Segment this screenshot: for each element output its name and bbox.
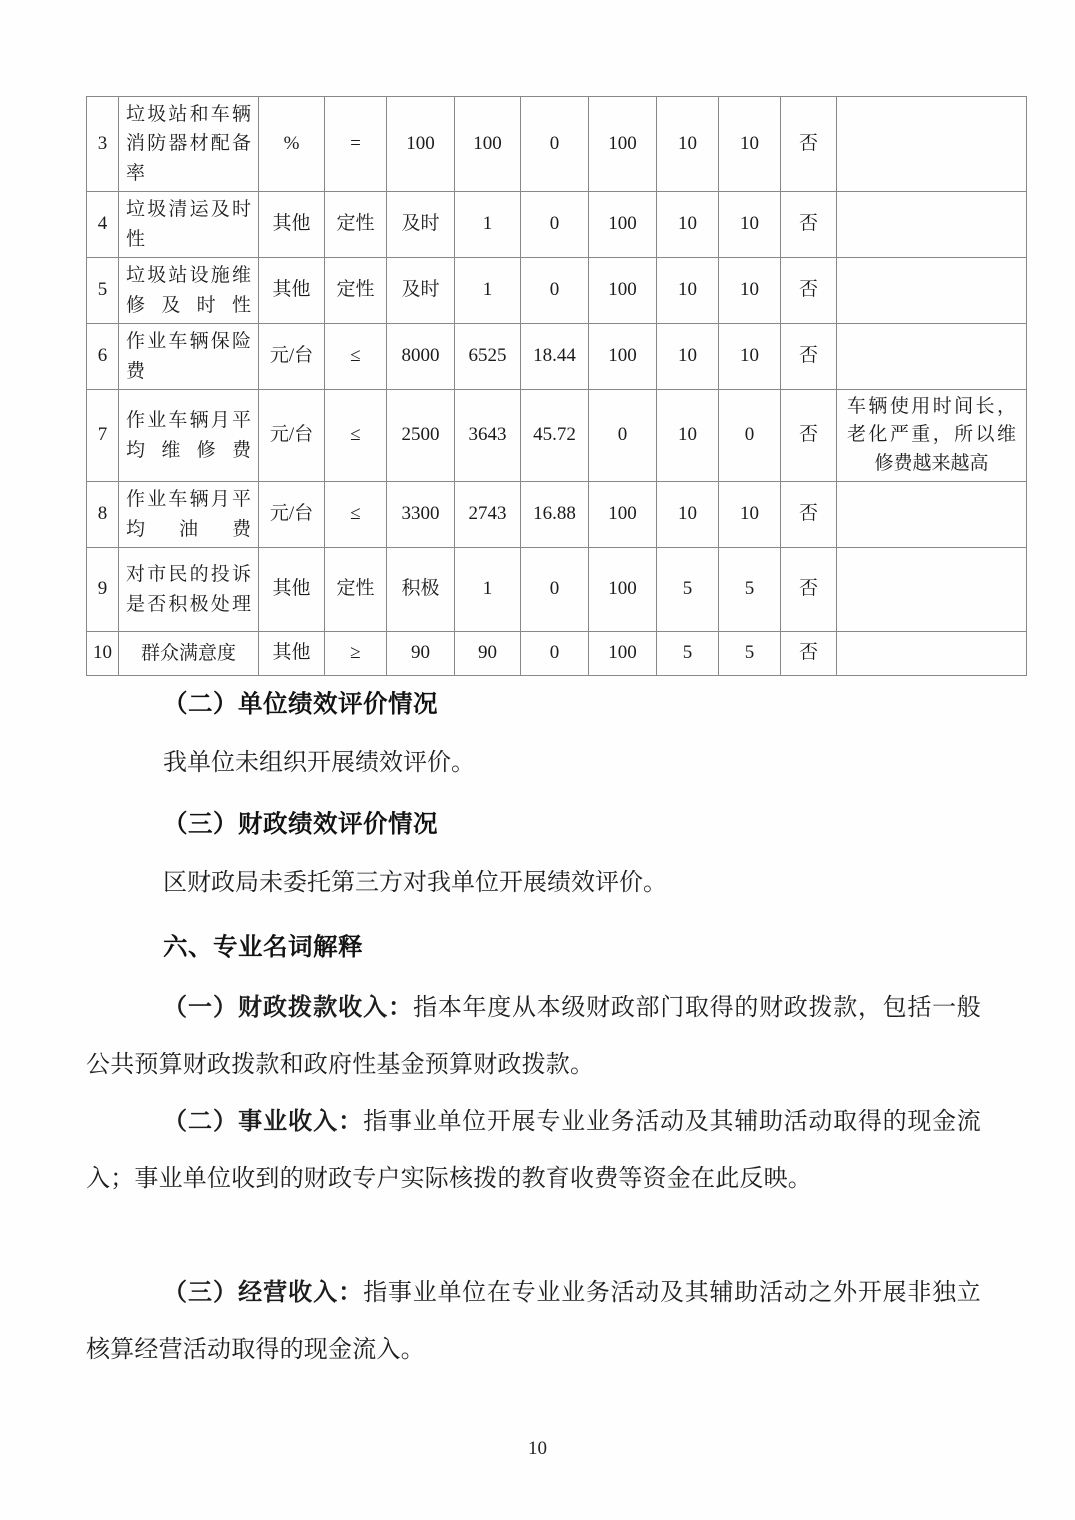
- cell-indicator: [119, 192, 259, 258]
- cell-unit: 其他: [259, 192, 325, 258]
- cell-unit: 其他: [259, 632, 325, 676]
- cell-target: 积极: [387, 548, 455, 632]
- cell-remark: [837, 482, 1027, 548]
- heading-fiscal-performance-evaluation: （三）财政绩效评价情况: [163, 809, 438, 838]
- cell-remark: [837, 192, 1027, 258]
- indicator-name: 作业车辆月平均油费: [126, 489, 251, 540]
- cell-actual: 2743: [455, 482, 521, 548]
- cell-score: 0: [719, 389, 781, 482]
- cell-deviation: 18.44: [521, 324, 589, 390]
- cell-deviation: 0: [521, 192, 589, 258]
- cell-unit: 其他: [259, 548, 325, 632]
- cell-deviation: 45.72: [521, 389, 589, 482]
- cell-actual: 1: [455, 192, 521, 258]
- cell-rate: 100: [589, 97, 657, 192]
- cell-rate: 100: [589, 258, 657, 324]
- page-number: 10: [528, 1438, 547, 1459]
- cell-deviation: 0: [521, 97, 589, 192]
- term-body: 指事业单位开展专业业务活动及其辅助活动取得的现金流入；事业单位收到的财政专户实际核拨的教育收费等资金在此反映。: [86, 1109, 981, 1192]
- table-row: [87, 548, 1027, 632]
- cell-unit: %: [259, 97, 325, 192]
- performance-indicator-table: [86, 96, 1027, 676]
- cell-score: 5: [719, 548, 781, 632]
- table-row: [87, 389, 1027, 482]
- term-body: 指本年度从本级财政部门取得的财政拨款，包括一般公共预算财政拨款和政府性基金预算财政拨款。: [86, 995, 981, 1078]
- cell-symbol: ≥: [325, 632, 387, 676]
- table-row: [87, 632, 1027, 676]
- cell-actual: 6525: [455, 324, 521, 390]
- term-definition-business-income: [86, 1092, 981, 1208]
- cell-target: 100: [387, 97, 455, 192]
- cell-index: 4: [87, 192, 119, 258]
- cell-target: 90: [387, 632, 455, 676]
- cell-indicator: [119, 389, 259, 482]
- cell-remark: [837, 389, 1027, 482]
- cell-indicator: [119, 97, 259, 192]
- cell-indicator: [119, 482, 259, 548]
- cell-adjusted: 否: [781, 97, 837, 192]
- cell-rate: 100: [589, 548, 657, 632]
- cell-symbol: 定性: [325, 548, 387, 632]
- cell-target: 8000: [387, 324, 455, 390]
- indicator-name: 作业车辆保险费: [126, 331, 251, 382]
- cell-rate: 100: [589, 324, 657, 390]
- cell-remark: [837, 97, 1027, 192]
- cell-score: 10: [719, 97, 781, 192]
- paragraph-fiscal-performance-evaluation: 区财政局未委托第三方对我单位开展绩效评价。: [163, 870, 667, 896]
- cell-actual: 90: [455, 632, 521, 676]
- cell-rate: 0: [589, 389, 657, 482]
- cell-score: 10: [719, 482, 781, 548]
- cell-index: 9: [87, 548, 119, 632]
- cell-symbol: =: [325, 97, 387, 192]
- paragraph-unit-performance-evaluation: 我单位未组织开展绩效评价。: [163, 750, 475, 776]
- heading-terminology-section: 六、专业名词解释: [163, 932, 363, 961]
- indicator-name: 垃圾清运及时性: [126, 199, 251, 250]
- cell-index: 7: [87, 389, 119, 482]
- cell-indicator: [119, 632, 259, 676]
- cell-symbol: 定性: [325, 192, 387, 258]
- cell-target: 及时: [387, 192, 455, 258]
- cell-index: 6: [87, 324, 119, 390]
- cell-actual: 100: [455, 97, 521, 192]
- cell-deviation: 16.88: [521, 482, 589, 548]
- cell-unit: 其他: [259, 258, 325, 324]
- indicator-name: 作业车辆月平均维修费: [126, 410, 251, 461]
- cell-target: 3300: [387, 482, 455, 548]
- indicator-name: 群众满意度: [140, 643, 236, 665]
- cell-index: 5: [87, 258, 119, 324]
- cell-symbol: ≤: [325, 482, 387, 548]
- cell-deviation: 0: [521, 548, 589, 632]
- cell-index: 3: [87, 97, 119, 192]
- cell-unit: 元/台: [259, 389, 325, 482]
- table-row: [87, 192, 1027, 258]
- cell-adjusted: 否: [781, 192, 837, 258]
- table-row: [87, 97, 1027, 192]
- cell-weight: 10: [657, 97, 719, 192]
- cell-adjusted: 否: [781, 389, 837, 482]
- cell-symbol: 定性: [325, 258, 387, 324]
- cell-weight: 5: [657, 548, 719, 632]
- cell-remark: [837, 548, 1027, 632]
- term-label: （一）财政拨款收入：: [163, 992, 414, 1021]
- cell-score: 10: [719, 324, 781, 390]
- cell-weight: 10: [657, 258, 719, 324]
- remark-text: 车辆使用时间长，老化严重，所以维修费越来越高: [847, 395, 1016, 474]
- table-row: [87, 482, 1027, 548]
- cell-adjusted: 否: [781, 482, 837, 548]
- table-row: [87, 258, 1027, 324]
- cell-index: 8: [87, 482, 119, 548]
- cell-score: 5: [719, 632, 781, 676]
- cell-rate: 100: [589, 192, 657, 258]
- cell-adjusted: 否: [781, 258, 837, 324]
- indicator-name: 对市民的投诉是否积极处理: [126, 564, 251, 615]
- cell-actual: 1: [455, 258, 521, 324]
- cell-rate: 100: [589, 632, 657, 676]
- term-definition-fiscal-appropriation-income: [86, 978, 981, 1094]
- term-label: （三）经营收入：: [163, 1277, 364, 1306]
- cell-deviation: 0: [521, 258, 589, 324]
- cell-deviation: 0: [521, 632, 589, 676]
- cell-symbol: ≤: [325, 389, 387, 482]
- cell-rate: 100: [589, 482, 657, 548]
- cell-unit: 元/台: [259, 324, 325, 390]
- cell-adjusted: 否: [781, 548, 837, 632]
- cell-unit: 元/台: [259, 482, 325, 548]
- cell-indicator: [119, 324, 259, 390]
- cell-actual: 3643: [455, 389, 521, 482]
- indicator-name: 垃圾站和车辆消防器材配备率: [126, 104, 251, 184]
- cell-remark: [837, 632, 1027, 676]
- cell-indicator: [119, 548, 259, 632]
- cell-weight: 10: [657, 482, 719, 548]
- table-row: [87, 324, 1027, 390]
- indicator-name: 垃圾站设施维修及时性: [126, 265, 251, 316]
- cell-remark: [837, 258, 1027, 324]
- cell-score: 10: [719, 258, 781, 324]
- cell-index: 10: [87, 632, 119, 676]
- cell-target: 及时: [387, 258, 455, 324]
- cell-weight: 10: [657, 324, 719, 390]
- cell-symbol: ≤: [325, 324, 387, 390]
- cell-adjusted: 否: [781, 632, 837, 676]
- cell-adjusted: 否: [781, 324, 837, 390]
- cell-score: 10: [719, 192, 781, 258]
- cell-weight: 10: [657, 389, 719, 482]
- term-body: 指事业单位在专业业务活动及其辅助活动之外开展非独立核算经营活动取得的现金流入。: [86, 1280, 981, 1363]
- cell-indicator: [119, 258, 259, 324]
- cell-weight: 10: [657, 192, 719, 258]
- term-definition-operating-income: [86, 1263, 981, 1379]
- cell-actual: 1: [455, 548, 521, 632]
- cell-weight: 5: [657, 632, 719, 676]
- heading-unit-performance-evaluation: （二）单位绩效评价情况: [163, 689, 438, 718]
- cell-target: 2500: [387, 389, 455, 482]
- cell-remark: [837, 324, 1027, 390]
- term-label: （二）事业收入：: [163, 1106, 364, 1135]
